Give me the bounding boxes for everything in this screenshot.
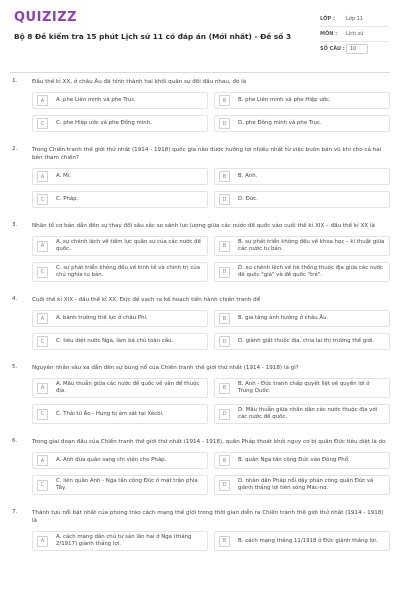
question-text: Thành tựu nổi bật nhất của phong trào cách mạng thế giới trong thời gian diễn ra Chiến tranh thế giới thứ nhất (1914 - 1918) là (32, 510, 384, 524)
option-text: C. Pháp. (56, 196, 79, 202)
option-letter-badge: D (219, 480, 230, 491)
option-letter-badge: C (37, 480, 48, 491)
quizizz-logo: QUIZIZZ (14, 10, 78, 25)
meta-class-label: LỚP : (320, 16, 335, 22)
meta-count-value: 10 (346, 44, 368, 54)
option-text: B. quân Nga tấn công Đức vào Đông Phổ. (238, 457, 350, 463)
option-text: B. cách mạng tháng 11/1918 ở Đức giành thắng lợi. (238, 537, 378, 544)
question-text: Cuối thế kỉ XIX - đầu thế kỉ XX, Đức đề vạch ra kế hoạch tiến hành chiến tranh để (32, 297, 261, 303)
option-letter-badge: D (219, 409, 230, 420)
option-text: B. gia tăng ảnh hưởng ở châu Âu. (238, 315, 329, 321)
option-letter-badge: C (37, 267, 48, 278)
option-text: D. giành giật thuộc địa, chia lại thị trường thế giới. (238, 338, 375, 344)
answer-option-a[interactable] (32, 531, 208, 551)
question-text: Trong giai đoạn đầu của Chiến tranh thế giới thứ nhất (1914 - 1918), quân Pháp thoát khỏi nguy cơ bị quân Đức tiêu diệt là do (32, 439, 386, 445)
option-text: B. sự phát triển không đều về khoa học – kĩ thuật giữa các nước tư bản. (238, 239, 385, 252)
question-text: Trong Chiến tranh thế giới thứ nhất (1914 - 1918) quốc gia nào được hưởng lợi nhiều nhất từ việc buôn bán vũ khí cho cả hai bên tham chiến? (32, 147, 382, 161)
option-text: C. sự phát triển không đều về kinh tế và chính trị của chủ nghĩa tư bản. (56, 265, 201, 278)
answer-options (32, 92, 388, 132)
answer-options (32, 378, 388, 424)
meta-subject-row (320, 27, 388, 42)
option-text: C. liên quân Anh - Nga tấn công Đức ở mặt trận phía Tây. (56, 478, 198, 491)
option-letter-badge: A (37, 383, 48, 394)
question-number: 3. (12, 222, 18, 228)
option-letter-badge: D (219, 267, 230, 278)
option-text: C. tiêu diệt nước Nga, làm bá chủ toàn cầu. (56, 338, 174, 344)
option-text: B. Anh - Đức tranh chấp quyết liệt về quyền lợi ở Trung Quốc. (238, 381, 370, 394)
option-letter-badge: D (219, 118, 230, 129)
answer-option-c[interactable] (32, 115, 208, 132)
header-divider (10, 72, 390, 73)
answer-options (32, 310, 388, 350)
answer-option-c[interactable] (32, 475, 208, 495)
option-letter-badge: D (219, 336, 230, 347)
option-text: C. phe Hiệp ước và phe Đồng minh. (56, 120, 152, 126)
worksheet-header (0, 0, 400, 70)
option-letter-badge: D (219, 194, 230, 205)
meta-panel (320, 12, 388, 56)
option-letter-badge: C (37, 118, 48, 129)
answer-option-a[interactable] (32, 92, 208, 109)
answer-options (32, 452, 388, 495)
answer-option-a[interactable] (32, 310, 208, 327)
question-number: 5. (12, 364, 18, 370)
option-letter-badge: A (37, 536, 48, 547)
option-text: A. sự chênh lệch về tiềm lực quân sự của các nước đế quốc. (56, 239, 201, 252)
option-letter-badge: B (219, 95, 230, 106)
worksheet-title: Bộ 8 Đề kiểm tra 15 phút Lịch sử 11 có đáp án (Mới nhất) - Đề số 3 (14, 32, 292, 41)
option-letter-badge: B (219, 241, 230, 252)
question-text: Nguyên nhân sâu xa dẫn đến sự bùng nổ của Chiến tranh thế giới thứ nhất (1914 - 1918) là gì? (32, 365, 299, 371)
meta-count-label: SỐ CÂU : (320, 46, 345, 52)
answer-option-b[interactable] (214, 168, 390, 185)
answer-option-b[interactable] (214, 92, 390, 109)
option-letter-badge: B (219, 171, 230, 182)
question-7 (0, 509, 400, 551)
answer-option-d[interactable] (214, 262, 390, 282)
option-text: D. Đức. (238, 196, 258, 202)
meta-subject-label: MÔN : (320, 31, 338, 37)
option-text: D. phe Đồng minh và phe Trục. (238, 120, 322, 126)
question-text: Nhân tố cơ bản dẫn đến sự thay đổi sâu sắc so sánh lực lượng giữa các nước đế quốc vào cuối thế kỉ XIX – đầu thế kỉ XX là (32, 223, 375, 229)
question-text: Đầu thế kỉ XX, ở châu Âu đã hình thành hai khối quân sự đối đầu nhau, đó là (32, 79, 247, 85)
answer-option-d[interactable] (214, 475, 390, 495)
meta-class-value: Lớp 11 (346, 16, 363, 22)
answer-option-b[interactable] (214, 236, 390, 256)
answer-option-c[interactable] (32, 404, 208, 424)
question-4 (0, 296, 400, 350)
option-text: A. bành trướng thế lực ở châu Phi. (56, 315, 148, 321)
option-text: C. Thái tử Áo - Hung bị ám sát tại Xécbi. (56, 410, 164, 417)
option-letter-badge: B (219, 455, 230, 466)
option-letter-badge: B (219, 536, 230, 547)
option-text: A. phe Liên minh và phe Trục. (56, 97, 137, 103)
meta-class-row (320, 12, 388, 27)
answer-option-a[interactable] (32, 168, 208, 185)
answer-option-c[interactable] (32, 262, 208, 282)
meta-subject-value: Lịch sử (346, 31, 364, 37)
option-letter-badge: A (37, 455, 48, 466)
question-list (0, 78, 400, 565)
option-letter-badge: A (37, 241, 48, 252)
question-number: 4. (12, 296, 18, 302)
answer-option-b[interactable] (214, 531, 390, 551)
answer-option-b[interactable] (214, 310, 390, 327)
answer-option-b[interactable] (214, 452, 390, 469)
option-text: B. phe Liên minh và phe Hiệp ước. (238, 97, 331, 103)
option-letter-badge: A (37, 95, 48, 106)
option-text: A. Anh đưa quân sang chi viện cho Pháp. (56, 457, 167, 463)
answer-option-a[interactable] (32, 378, 208, 398)
answer-option-a[interactable] (32, 452, 208, 469)
answer-option-c[interactable] (32, 191, 208, 208)
answer-option-c[interactable] (32, 333, 208, 350)
question-5 (0, 364, 400, 424)
option-text: D. nhân dân Pháp nổi dậy phản công quân Đức và giành thắng lợi tiên sông Mác-nơ. (238, 478, 374, 491)
option-letter-badge: B (219, 313, 230, 324)
option-text: D. sự chênh lệch về hệ thống thuộc địa giữa các nước đế quốc "già" và đế quốc "trẻ". (238, 265, 383, 278)
option-letter-badge: A (37, 313, 48, 324)
answer-option-a[interactable] (32, 236, 208, 256)
option-letter-badge: A (37, 171, 48, 182)
question-6 (0, 438, 400, 495)
answer-option-d[interactable] (214, 115, 390, 132)
answer-options (32, 236, 388, 282)
option-text: D. Mâu thuẫn giữa nhân dân các nước thuộc địa với các nước đế quốc. (238, 407, 378, 420)
option-text: B. Anh. (238, 173, 258, 179)
option-text: A. Mĩ. (56, 173, 71, 179)
option-text: A. Mâu thuẫn giữa các nước đế quốc về vấn đề thuộc địa. (56, 381, 200, 394)
answer-options (32, 531, 388, 551)
meta-count-row (320, 42, 388, 56)
option-letter-badge: B (219, 383, 230, 394)
answer-option-d[interactable] (214, 404, 390, 424)
question-number: 6. (12, 438, 18, 444)
answer-option-d[interactable] (214, 333, 390, 350)
question-number: 7. (12, 509, 18, 515)
question-3 (0, 222, 400, 282)
answer-options (32, 168, 388, 208)
question-number: 2. (12, 146, 18, 152)
option-letter-badge: C (37, 194, 48, 205)
option-letter-badge: C (37, 336, 48, 347)
question-2 (0, 146, 400, 208)
option-letter-badge: C (37, 409, 48, 420)
question-number: 1. (12, 78, 18, 84)
option-text: A. cách mạng dân chủ tư sản lần hai ở Nga (tháng 2/1917) giành thắng lợi. (56, 534, 192, 547)
answer-option-d[interactable] (214, 191, 390, 208)
question-1 (0, 78, 400, 132)
answer-option-b[interactable] (214, 378, 390, 398)
